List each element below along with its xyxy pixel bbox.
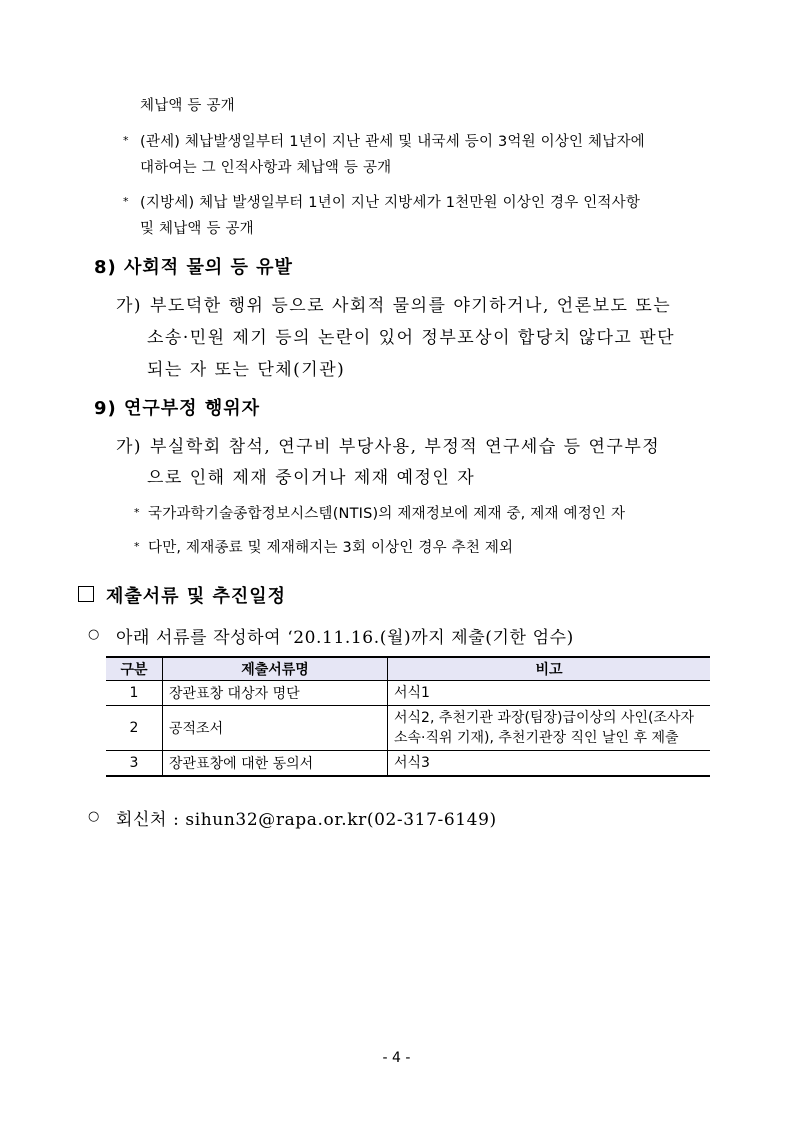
table-cell-note: 서식3 [388,751,711,777]
table-row [106,751,710,777]
section9-note1: 국가과학기술종합정보시스템(NTIS)의 제재정보에 제재 중, 제재 예정인 자 [148,506,626,522]
section8-line1: 부도덕한 행위 등으로 사회적 물의를 야기하거나, 언론보도 또는 [150,296,672,316]
table-cell-doc: 장관표창 대상자 명단 [163,681,388,706]
note-star: * [134,506,140,519]
submission-deadline: 아래 서류를 작성하여 ‘20.11.16.(월)까지 제출(기한 엄수) [116,628,574,648]
table-cell-no: 3 [106,751,163,777]
section9-line1: 부실학회 참석, 연구비 부당사용, 부정적 연구세습 등 연구부정 [150,437,661,457]
section9-note2: 다만, 제재종료 및 제재해지는 3회 이상인 경우 추천 제외 [148,540,514,556]
table-cell-no: 2 [106,706,163,751]
section9-marker: 가) [116,437,143,457]
submission-table [106,656,710,777]
table-cell-note [388,706,711,751]
table-cell-no: 1 [106,681,163,706]
section8-line3: 되는 자 또는 단체(기관) [147,360,346,380]
table-cell-note-line1: 서식2, 추천기관 과장(팀장)급이상의 사인(조사자 [394,710,695,726]
table-row [106,706,710,751]
section8-line2: 소송·민원 제기 등의 논란이 있어 정부포상이 합당치 않다고 판단 [147,328,676,348]
table-cell-doc: 공적조서 [163,706,388,751]
section9-line2: 으로 인해 제재 중이거나 제재 예정인 자 [147,468,476,488]
note-customs-line2: 대하여는 그 인적사항과 체납액 등 공개 [140,160,392,176]
table-cell-note-line2: 소속·직위 기재), 추천기관장 직인 날인 후 제출 [394,730,679,746]
checkbox-icon [78,586,94,602]
table-header-row [106,657,710,681]
table-cell-doc: 장관표창에 대한 동의서 [163,751,388,777]
table-row [106,681,710,706]
table-header-cell: 구분 [106,657,163,681]
page-number: - 4 - [382,1050,411,1066]
table-header-cell: 비고 [388,657,711,681]
note-star: * [123,195,129,208]
table-header-cell: 제출서류명 [163,657,388,681]
table-cell-note: 서식1 [388,681,711,706]
section9-heading: 9) 연구부정 행위자 [94,398,260,419]
section8-marker: 가) [116,296,143,316]
submission-heading: 제출서류 및 추진일정 [106,586,287,607]
note-star: * [134,540,140,553]
contact-line: 회신처 : sihun32@rapa.or.kr(02-317-6149) [116,810,497,830]
note-customs-line1: (관세) 체납발생일부터 1년이 지난 관세 및 내국세 등이 3억원 이상인 체납자에 [140,134,645,150]
note-local-line1: (지방세) 체납 발생일부터 1년이 지난 지방세가 1천만원 이상인 경우 인적사항 [140,195,641,211]
note-local-line2: 및 체납액 등 공개 [140,221,254,237]
bullet-circle-icon: ○ [88,627,100,642]
bullet-circle-icon: ○ [88,809,100,824]
note-star: * [123,134,129,147]
section8-heading: 8) 사회적 물의 등 유발 [94,257,293,278]
note-continuation: 체납액 등 공개 [140,98,235,114]
